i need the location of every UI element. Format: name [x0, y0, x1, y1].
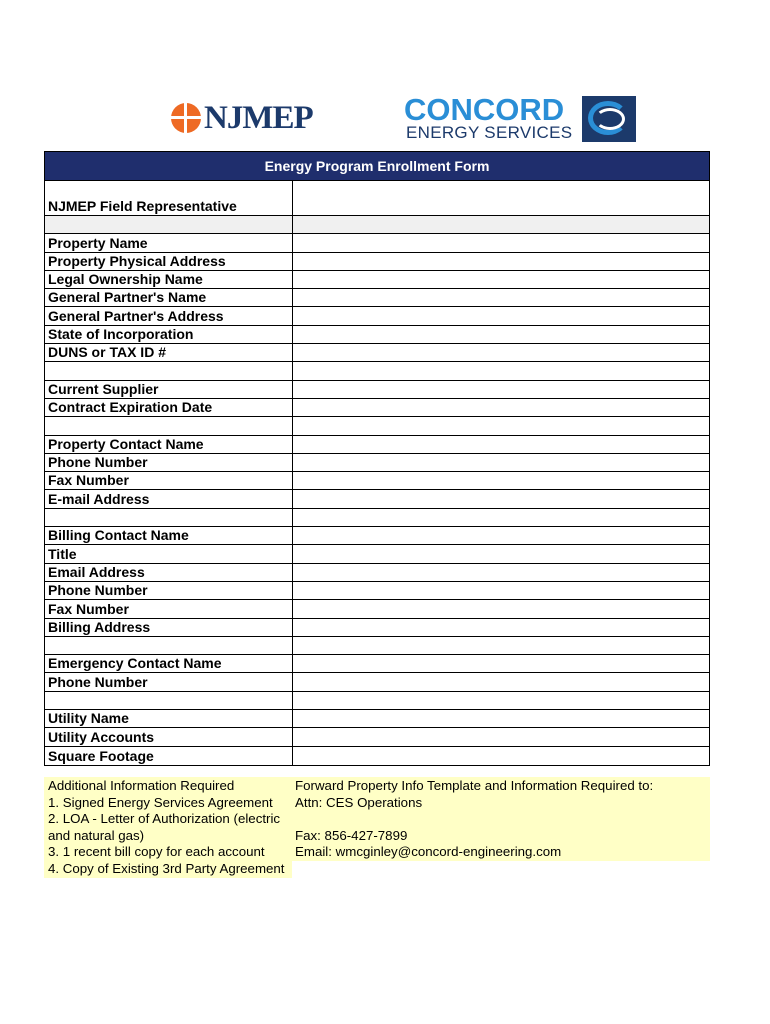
- form-row: [45, 600, 709, 618]
- field-value[interactable]: [293, 289, 709, 306]
- form-row: [45, 490, 709, 508]
- form-row: [45, 454, 709, 472]
- form-row: [45, 181, 709, 216]
- field-value[interactable]: [293, 253, 709, 270]
- field-value[interactable]: [293, 527, 709, 544]
- field-label: Property Physical Address: [45, 253, 293, 270]
- field-label: Property Contact Name: [45, 436, 293, 453]
- field-value[interactable]: [293, 490, 709, 507]
- field-label: DUNS or TAX ID #: [45, 344, 293, 361]
- field-value[interactable]: [293, 436, 709, 453]
- form-row: [45, 381, 709, 399]
- form-spacer-row: [45, 509, 709, 527]
- field-value[interactable]: [293, 600, 709, 617]
- field-value[interactable]: [293, 271, 709, 288]
- form-row: [45, 728, 709, 746]
- forward-instructions: Forward Property Info Template and Information Required to:: [295, 778, 654, 793]
- njmep-logo-text: NJMEP: [204, 99, 313, 136]
- form-spacer-row: [45, 692, 709, 710]
- form-row: [45, 253, 709, 271]
- concord-logo-icon: [582, 96, 636, 142]
- field-value[interactable]: [293, 710, 709, 727]
- field-value: [293, 692, 709, 709]
- forward-info-box: [292, 777, 710, 861]
- field-label: Billing Address: [45, 619, 293, 636]
- field-label: Billing Contact Name: [45, 527, 293, 544]
- field-value[interactable]: [293, 344, 709, 361]
- form-spacer-row: [45, 637, 709, 655]
- field-value[interactable]: [293, 545, 709, 562]
- form-row: [45, 326, 709, 344]
- field-value[interactable]: [293, 582, 709, 599]
- field-value[interactable]: [293, 307, 709, 324]
- form-rows: [45, 181, 709, 765]
- additional-info-box: [44, 777, 292, 878]
- attention-line: Attn: CES Operations: [295, 794, 423, 810]
- field-label: Phone Number: [45, 673, 293, 690]
- field-value[interactable]: [293, 381, 709, 398]
- form-row: [45, 234, 709, 252]
- field-label: [45, 417, 293, 434]
- email-address: Email: wmcginley@concord-engineering.com: [295, 844, 562, 860]
- form-title: Energy Program Enrollment Form: [45, 152, 709, 181]
- field-label: Utility Accounts: [45, 728, 293, 745]
- field-value: [293, 637, 709, 654]
- field-value[interactable]: [293, 472, 709, 489]
- form-row: [45, 673, 709, 691]
- njmep-logo: [171, 100, 313, 136]
- field-label: Email Address: [45, 564, 293, 581]
- field-label: Phone Number: [45, 582, 293, 599]
- field-label: Utility Name: [45, 710, 293, 727]
- field-label: NJMEP Field Representative: [45, 181, 293, 215]
- field-label: Phone Number: [45, 454, 293, 471]
- field-value: [293, 417, 709, 434]
- field-value[interactable]: [293, 673, 709, 690]
- field-label: Emergency Contact Name: [45, 655, 293, 672]
- form-row: [45, 545, 709, 563]
- info-left-line: and natural gas): [48, 827, 145, 843]
- field-value[interactable]: [293, 181, 709, 215]
- field-label: [45, 637, 293, 654]
- field-label: Contract Expiration Date: [45, 399, 293, 416]
- info-left-line: 4. Copy of Existing 3rd Party Agreement: [48, 860, 285, 876]
- field-value[interactable]: [293, 564, 709, 581]
- field-value[interactable]: [293, 399, 709, 416]
- field-value: [293, 362, 709, 379]
- field-label: [45, 362, 293, 379]
- form-spacer-row: [45, 216, 709, 234]
- enrollment-form: [44, 151, 710, 766]
- info-left-line: 2. LOA - Letter of Authorization (electric: [48, 811, 281, 827]
- form-row: [45, 436, 709, 454]
- concord-logo-subtitle: ENERGY SERVICES: [406, 123, 573, 142]
- info-left-line: 1. Signed Energy Services Agreement: [48, 794, 273, 810]
- field-label: E-mail Address: [45, 490, 293, 507]
- field-value: [293, 216, 709, 233]
- field-value[interactable]: [293, 454, 709, 471]
- form-row: [45, 271, 709, 289]
- form-spacer-row: [45, 362, 709, 380]
- field-label: State of Incorporation: [45, 326, 293, 343]
- form-row: [45, 399, 709, 417]
- field-value: [293, 509, 709, 526]
- info-left-line: 3. 1 recent bill copy for each account: [48, 844, 265, 860]
- field-label: Square Footage: [45, 747, 293, 765]
- field-value[interactable]: [293, 655, 709, 672]
- form-row: [45, 655, 709, 673]
- fax-number: Fax: 856-427-7899: [295, 827, 408, 843]
- field-value[interactable]: [293, 234, 709, 251]
- form-row: [45, 472, 709, 490]
- info-left-line: Additional Information Required: [48, 778, 235, 793]
- field-label: Current Supplier: [45, 381, 293, 398]
- field-label: General Partner's Name: [45, 289, 293, 306]
- field-label: [45, 216, 293, 233]
- form-row: [45, 564, 709, 582]
- form-row: [45, 619, 709, 637]
- field-label: Property Name: [45, 234, 293, 251]
- concord-logo-name: CONCORD: [404, 92, 565, 127]
- form-row: [45, 582, 709, 600]
- field-value[interactable]: [293, 747, 709, 765]
- field-value[interactable]: [293, 326, 709, 343]
- field-label: Legal Ownership Name: [45, 271, 293, 288]
- form-spacer-row: [45, 417, 709, 435]
- form-row: [45, 527, 709, 545]
- njmep-logo-icon: [171, 103, 201, 133]
- field-value[interactable]: [293, 619, 709, 636]
- field-value[interactable]: [293, 728, 709, 745]
- form-row: [45, 344, 709, 362]
- field-label: Title: [45, 545, 293, 562]
- form-row: [45, 710, 709, 728]
- form-row: [45, 747, 709, 765]
- field-label: [45, 509, 293, 526]
- field-label: Fax Number: [45, 600, 293, 617]
- concord-logo: [404, 92, 636, 142]
- form-row: [45, 289, 709, 307]
- form-row: [45, 307, 709, 325]
- field-label: [45, 692, 293, 709]
- field-label: General Partner's Address: [45, 307, 293, 324]
- field-label: Fax Number: [45, 472, 293, 489]
